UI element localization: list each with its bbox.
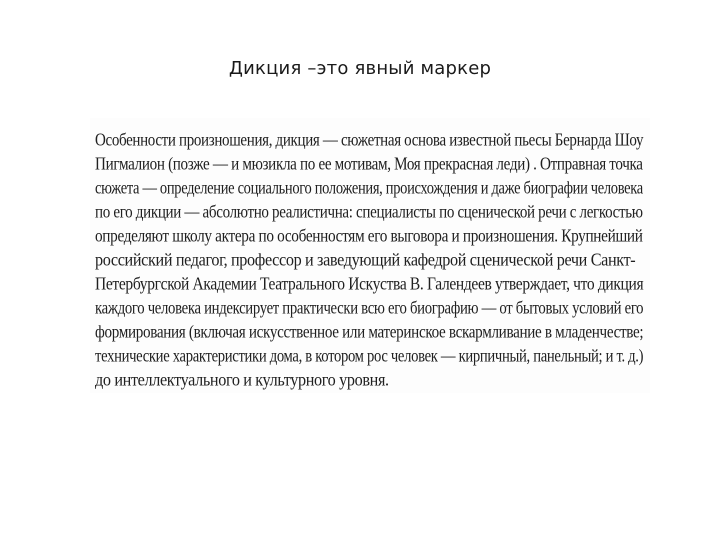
- slide-title: Дикция –это явный маркер: [228, 58, 492, 79]
- paragraph-line: каждого человека индексирует практически всю его биографию — от бытовых условий его: [95, 297, 644, 319]
- paragraph-line: Особенности произношения, дикция — сюжетная основа известной пьесы Бернарда Шоу: [95, 129, 644, 151]
- paragraph-line: определяют школу актера по особенностям его выговора и произношения. Крупнейший: [95, 225, 643, 247]
- paragraph-line: до интеллектуального и культурного уровня.: [95, 369, 389, 391]
- paragraph-line: формирования (включая искусственное или материнское вскармливание в младенчестве;: [95, 321, 644, 343]
- paragraph-line: сюжета — определение социального положения, происхождения и даже биографии человека: [95, 177, 643, 199]
- paragraph-line: по его дикции — абсолютно реалистична: специалисты по сценической речи с легкостью: [95, 201, 643, 223]
- paragraph-line: российский педагог, профессор и заведующий кафедрой сценической речи Санкт-: [95, 249, 636, 271]
- paragraph-line: Пигмалион (позже — и мюзикла по ее мотивам, Моя прекрасная леди) . Отправная точка: [95, 153, 643, 175]
- paragraph-line: Петербургской Академии Театрального Искуства В. Галендеев утверждает, что дикция: [95, 273, 644, 295]
- paragraph-line: технические характеристики дома, в котором рос человек — кирпичный, панельный; и т. д.): [95, 345, 644, 367]
